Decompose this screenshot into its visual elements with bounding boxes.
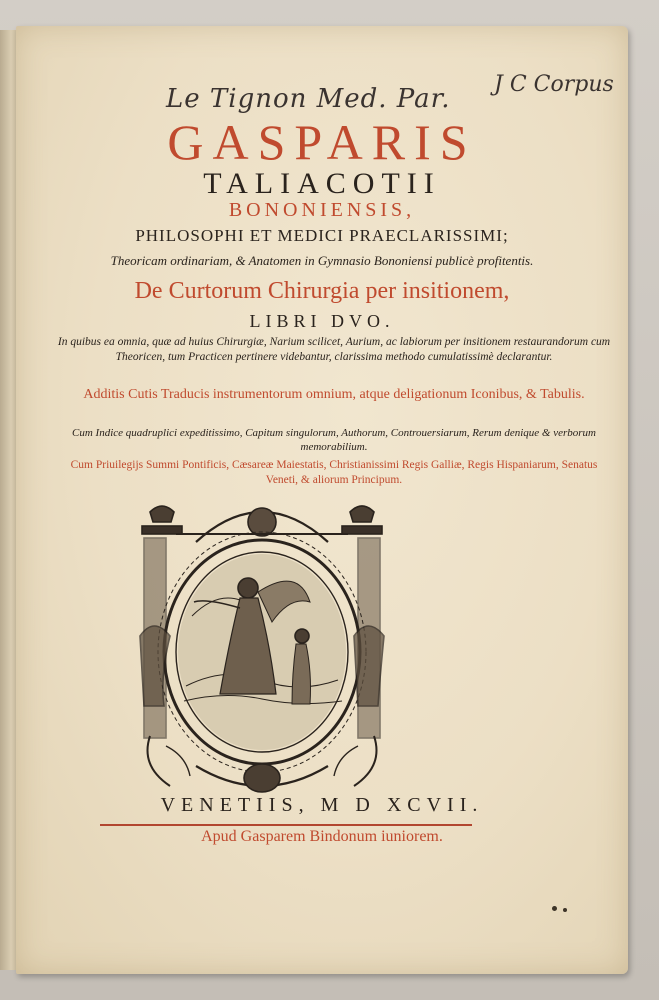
book-title: De Curtorum Chirurgia per insitionem, xyxy=(134,278,510,304)
description-paragraph-3: Cum Indice quadruplici expeditissimo, Capitum singulorum, Authorum, Controuersiarum, Rerum denique & verborum memorabilium. xyxy=(72,427,596,453)
author-origin: BONONIENSIS, xyxy=(228,199,416,221)
author-titles: PHILOSOPHI ET MEDICI PRAECLARISSIMI; xyxy=(135,226,509,245)
author-last-name: TALIACOTII xyxy=(203,167,441,200)
author-position: Theoricam ordinariam, & Anatomen in Gymnasio Bononiensi publicè profitentis. xyxy=(110,253,534,268)
printers-device-engraving xyxy=(136,496,388,796)
ink-speck xyxy=(552,906,557,911)
ink-speck xyxy=(563,908,567,912)
author-first-name: GASPARIS xyxy=(167,114,477,170)
privilege-statement: Cum Priuilegijs Summi Pontificis, Cæsareæ Maiestatis, Christianissimi Regis Galliæ, Regis Hispaniarum, Senatus Veneti, & aliorum Principum. xyxy=(70,459,598,486)
handwritten-inscription-left: Le Tignon Med. Par. xyxy=(166,84,451,114)
title-page xyxy=(16,26,628,974)
book-volumes: LIBRI DVO. xyxy=(249,311,395,331)
handwritten-inscription-right: J C Corpus xyxy=(494,72,614,97)
description-paragraph-1: In quibus ea omnia, quæ ad huius Chirurgiæ, Narium scilicet, Aurium, ac labiorum per insitionem restaurandorum cum Theoricen, tum Practicen pertinere videbantur, clarissima methodo cumulatissimè declarantur. xyxy=(57,336,611,363)
imprint-publisher: Apud Gasparem Bindonum iuniorem. xyxy=(201,828,443,845)
imprint-place-date: VENETIIS, M D XCVII. xyxy=(160,794,484,816)
imprint-rule xyxy=(100,824,472,826)
description-paragraph-2: Additis Cutis Traducis instrumentorum omnium, atque deligationum Iconibus, & Tabulis. xyxy=(83,387,585,402)
